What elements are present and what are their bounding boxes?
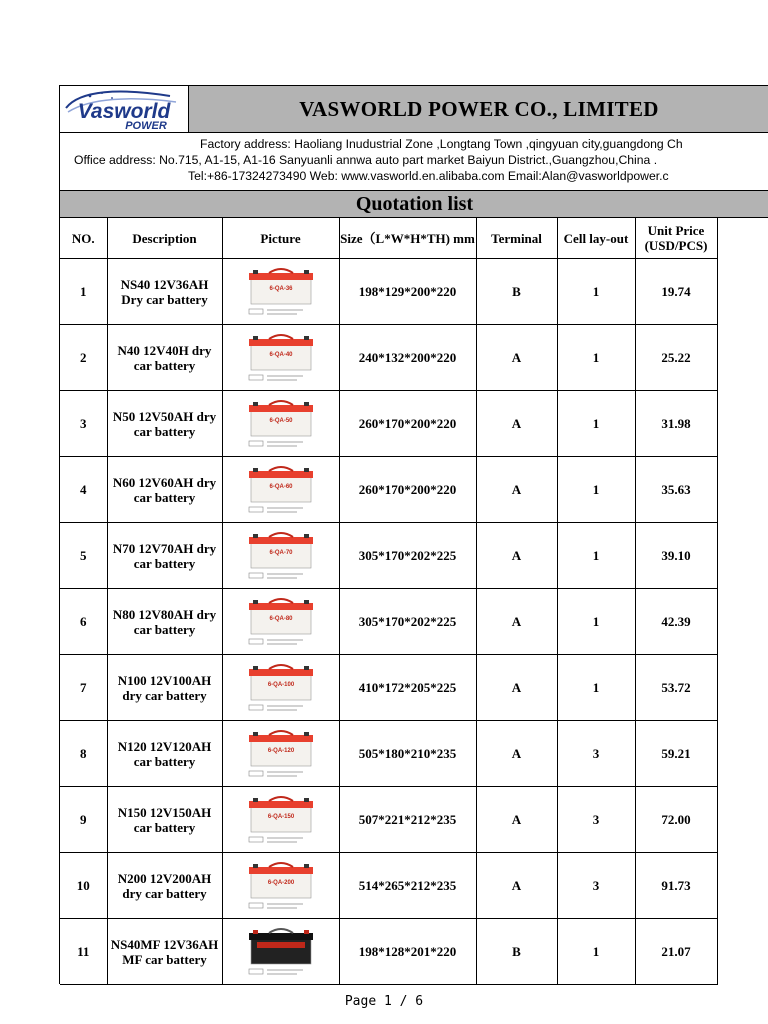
- cell-description: NS40 12V36AH Dry car battery: [107, 259, 222, 325]
- cell-no: 11: [60, 919, 107, 985]
- battery-image: [243, 596, 319, 648]
- cell-price: 35.63: [635, 457, 717, 523]
- cell-no: 10: [60, 853, 107, 919]
- battery-image: [243, 266, 319, 318]
- cell-description: N60 12V60AH dry car battery: [107, 457, 222, 523]
- battery-model-label: 6-QA-200: [267, 879, 294, 886]
- cell-layout: 1: [557, 259, 635, 325]
- cell-layout: 1: [557, 325, 635, 391]
- cell-no: 1: [60, 259, 107, 325]
- col-header-size: Size（L*W*H*TH) mm: [339, 218, 476, 259]
- cell-size: 198*128*201*220: [339, 919, 476, 985]
- cell-size: 305*170*202*225: [339, 589, 476, 655]
- cell-no: 4: [60, 457, 107, 523]
- battery-model-label: 6-QA-60: [268, 483, 293, 490]
- cell-layout: 3: [557, 787, 635, 853]
- cell-size: 410*172*205*225: [339, 655, 476, 721]
- battery-model-label: 6-QA-40: [268, 351, 293, 358]
- cell-size: 305*170*202*225: [339, 523, 476, 589]
- table-row: [60, 655, 717, 721]
- cell-terminal: A: [476, 853, 557, 919]
- cell-size: 507*221*212*235: [339, 787, 476, 853]
- battery-model-label: 6-QA-70: [268, 549, 293, 556]
- battery-model-label: 6-QA-100: [267, 681, 294, 688]
- cell-picture: [222, 391, 339, 457]
- price-table: [60, 218, 718, 985]
- cell-terminal: A: [476, 655, 557, 721]
- cell-picture: [222, 787, 339, 853]
- cell-price: 31.98: [635, 391, 717, 457]
- address-block: [60, 133, 768, 191]
- cell-layout: 1: [557, 523, 635, 589]
- battery-model-label: 6-QA-50: [268, 417, 293, 424]
- cell-no: 6: [60, 589, 107, 655]
- cell-layout: 3: [557, 853, 635, 919]
- battery-image: [243, 860, 319, 912]
- cell-price: 19.74: [635, 259, 717, 325]
- cell-terminal: A: [476, 391, 557, 457]
- table-row: [60, 523, 717, 589]
- cell-description: N150 12V150AH car battery: [107, 787, 222, 853]
- cell-picture: [222, 655, 339, 721]
- cell-picture: [222, 721, 339, 787]
- cell-no: 2: [60, 325, 107, 391]
- cell-price: 91.73: [635, 853, 717, 919]
- cell-price: 53.72: [635, 655, 717, 721]
- cell-terminal: A: [476, 325, 557, 391]
- logo-sub-text: POWER: [125, 120, 167, 132]
- cell-layout: 3: [557, 721, 635, 787]
- cell-no: 3: [60, 391, 107, 457]
- cell-description: N200 12V200AH dry car battery: [107, 853, 222, 919]
- table-row: [60, 919, 717, 985]
- cell-description: N100 12V100AH dry car battery: [107, 655, 222, 721]
- factory-address: Factory address: Haoliang Inudustrial Zone ,Longtang Town ,qingyuan city,guangdong Ch: [200, 137, 683, 151]
- battery-image: [243, 530, 319, 582]
- battery-image: [243, 794, 319, 846]
- cell-layout: 1: [557, 919, 635, 985]
- cell-description: N70 12V70AH dry car battery: [107, 523, 222, 589]
- cell-layout: 1: [557, 391, 635, 457]
- battery-image: [243, 332, 319, 384]
- company-name: VASWORLD POWER CO., LIMITED: [189, 86, 768, 132]
- cell-price: 39.10: [635, 523, 717, 589]
- table-row: [60, 457, 717, 523]
- table-row: [60, 325, 717, 391]
- battery-model-label: 6-QA-80: [268, 615, 293, 622]
- cell-picture: [222, 259, 339, 325]
- battery-image: [243, 464, 319, 516]
- battery-image: [243, 662, 319, 714]
- cell-terminal: A: [476, 589, 557, 655]
- table-row: [60, 853, 717, 919]
- cell-description: N80 12V80AH dry car battery: [107, 589, 222, 655]
- cell-description: N40 12V40H dry car battery: [107, 325, 222, 391]
- cell-description: N120 12V120AH car battery: [107, 721, 222, 787]
- cell-price: 42.39: [635, 589, 717, 655]
- col-header-picture: Picture: [222, 218, 339, 259]
- col-header-no: NO.: [60, 218, 107, 259]
- cell-layout: 1: [557, 589, 635, 655]
- quotation-title: Quotation list: [60, 191, 768, 218]
- cell-picture: [222, 457, 339, 523]
- cell-size: 240*132*200*220: [339, 325, 476, 391]
- battery-model-label: 6-QA-150: [267, 813, 294, 820]
- cell-price: 21.07: [635, 919, 717, 985]
- battery-image: [243, 398, 319, 450]
- table-row: [60, 589, 717, 655]
- cell-description: NS40MF 12V36AH MF car battery: [107, 919, 222, 985]
- cell-picture: [222, 853, 339, 919]
- cell-price: 25.22: [635, 325, 717, 391]
- battery-image: [243, 728, 319, 780]
- table-row: [60, 787, 717, 853]
- table-body: [60, 259, 717, 985]
- table-row: [60, 721, 717, 787]
- header-row: [60, 86, 768, 133]
- battery-model-label: 6-QA-36: [268, 285, 293, 292]
- page-number: Page 1 / 6: [344, 994, 424, 1009]
- table-row: [60, 391, 717, 457]
- cell-no: 8: [60, 721, 107, 787]
- cell-terminal: B: [476, 259, 557, 325]
- cell-description: N50 12V50AH dry car battery: [107, 391, 222, 457]
- cell-size: 260*170*200*220: [339, 457, 476, 523]
- quotation-sheet: [59, 85, 768, 984]
- office-address: Office address: No.715, A1-15, A1-16 Sanyuanli annwa auto part market Baiyun District.,Guangzhou,China .: [74, 153, 658, 167]
- logo-main-text: Vasworld: [77, 100, 171, 123]
- cell-terminal: A: [476, 523, 557, 589]
- cell-size: 505*180*210*235: [339, 721, 476, 787]
- table-row: [60, 259, 717, 325]
- cell-terminal: B: [476, 919, 557, 985]
- cell-size: 198*129*200*220: [339, 259, 476, 325]
- cell-no: 5: [60, 523, 107, 589]
- col-header-description: Description: [107, 218, 222, 259]
- logo-graphic: [60, 86, 188, 132]
- cell-size: 260*170*200*220: [339, 391, 476, 457]
- battery-image: [243, 926, 319, 978]
- cell-price: 72.00: [635, 787, 717, 853]
- table-header-row: [60, 218, 717, 259]
- cell-terminal: A: [476, 457, 557, 523]
- cell-size: 514*265*212*235: [339, 853, 476, 919]
- contact-info: Tel:+86-17324273490 Web: www.vasworld.en.alibaba.com Email:Alan@vasworldpower.c: [188, 169, 669, 183]
- company-logo: [60, 86, 189, 132]
- cell-no: 9: [60, 787, 107, 853]
- cell-picture: [222, 523, 339, 589]
- cell-layout: 1: [557, 457, 635, 523]
- cell-picture: [222, 919, 339, 985]
- cell-no: 7: [60, 655, 107, 721]
- cell-terminal: A: [476, 787, 557, 853]
- col-header-terminal: Terminal: [476, 218, 557, 259]
- col-header-price: Unit Price (USD/PCS): [635, 218, 717, 259]
- cell-price: 59.21: [635, 721, 717, 787]
- cell-picture: [222, 589, 339, 655]
- cell-picture: [222, 325, 339, 391]
- cell-layout: 1: [557, 655, 635, 721]
- col-header-layout: Cell lay-out: [557, 218, 635, 259]
- cell-terminal: A: [476, 721, 557, 787]
- battery-model-label: 6-QA-120: [267, 747, 294, 754]
